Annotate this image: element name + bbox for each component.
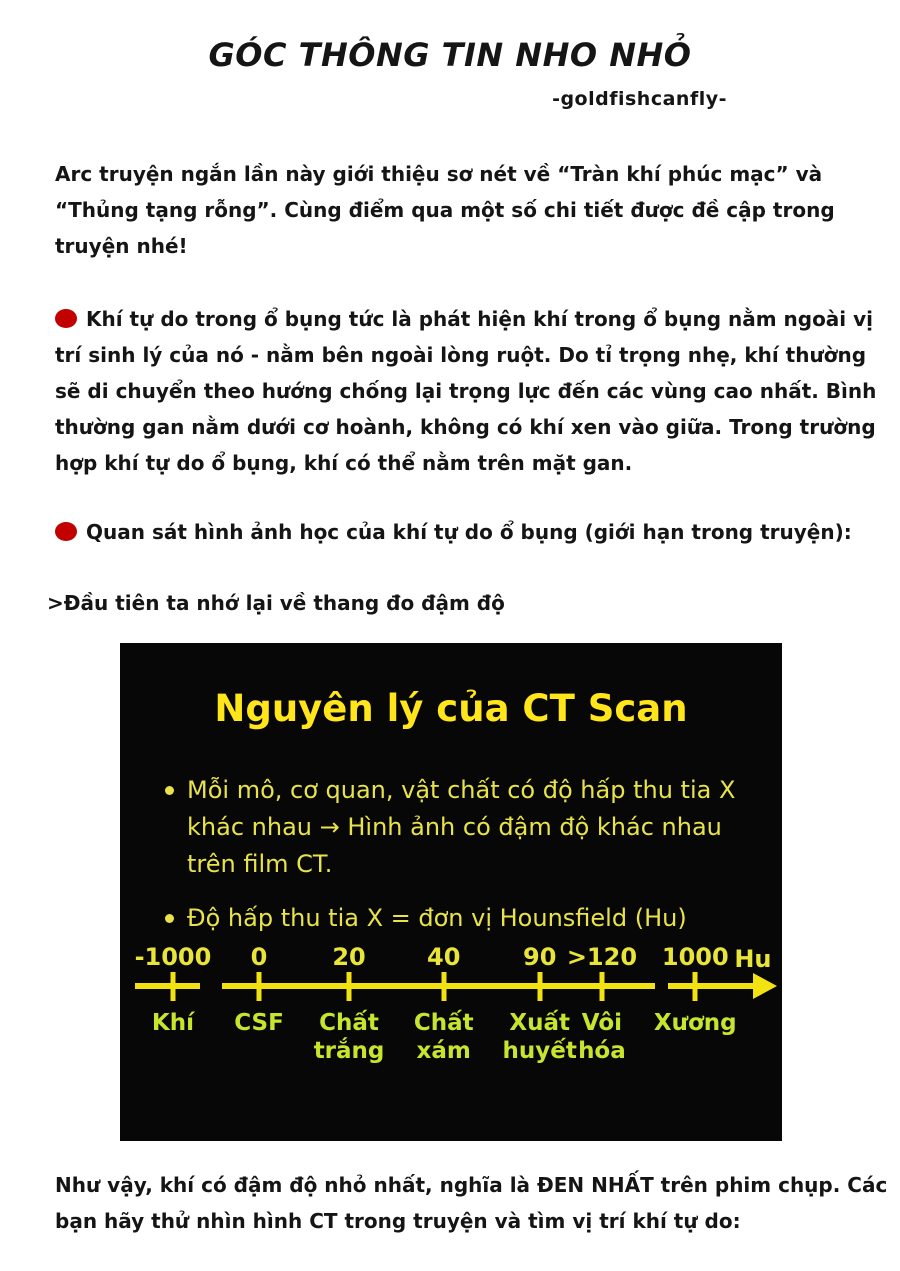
text-line-content: Quan sát hình ảnh học của khí tự do ổ bụng (giới hạn trong truyện):: [86, 520, 852, 544]
tick-label: Xương: [653, 1010, 737, 1036]
observe-paragraph: [55, 514, 852, 550]
slide-title: Nguyên lý của CT Scan: [214, 687, 688, 730]
text-line: thường gan nằm dưới cơ hoành, không có khí xen vào giữa. Trong trường: [55, 415, 876, 439]
text-line: truyện nhé!: [55, 234, 188, 258]
tick-mark-icon: [170, 972, 175, 1001]
tick-value: 0: [250, 943, 268, 971]
text-line: Arc truyện ngắn lần này giới thiệu sơ nét về “Tràn khí phúc mạc” và: [55, 162, 823, 186]
credit: -goldfishcanfly-: [552, 88, 727, 110]
tick-value: -1000: [134, 943, 212, 971]
text-line: “Thủng tạng rỗng”. Cùng điểm qua một số chi tiết được đề cập trong: [55, 198, 835, 222]
hu-scale: [120, 943, 782, 1083]
tick-value: 90: [523, 943, 557, 971]
tick-label: Chất trắng: [313, 1010, 385, 1064]
text-line: [55, 301, 876, 337]
ct-slide: [120, 643, 782, 1141]
red-bullet-icon: [55, 309, 77, 328]
tick-mark-icon: [693, 972, 698, 1001]
conclusion-paragraph: [55, 1167, 887, 1239]
text-line: hợp khí tự do ổ bụng, khí có thể nằm trên mặt gan.: [55, 451, 633, 475]
tick-label: Xuất huyết: [502, 1010, 577, 1064]
hu-unit-label: Hu: [734, 945, 772, 973]
text-line: bạn hãy thử nhìn hình CT trong truyện và tìm vị trí khí tự do:: [55, 1209, 741, 1233]
text-line: trí sinh lý của nó - nằm bên ngoài lòng ruột. Do tỉ trọng nhẹ, khí thường: [55, 343, 867, 367]
red-bullet-icon: [55, 522, 77, 541]
text-line-content: Khí tự do trong ổ bụng tức là phát hiện khí trong ổ bụng nằm ngoài vị: [86, 307, 874, 331]
text-line: >Đầu tiên ta nhớ lại về thang đo đậm độ: [47, 591, 505, 615]
slide-bullet-text: Độ hấp thu tia X = đơn vị Hounsfield (Hu): [187, 904, 687, 932]
note-line: [47, 585, 505, 621]
slide-bullet-text: Mỗi mô, cơ quan, vật chất có độ hấp thu tia X khác nhau → Hình ảnh có đậm độ khác nhau trên film CT.: [187, 776, 736, 878]
tick-label: Chất xám: [413, 1010, 474, 1064]
tick-mark-icon: [347, 972, 352, 1001]
page-title: GÓC THÔNG TIN NHO NHỎ: [208, 36, 692, 74]
tick-label: Khí: [151, 1010, 194, 1036]
tick-mark-icon: [257, 972, 262, 1001]
tick-value: 40: [427, 943, 461, 971]
bullet-dot-icon: [165, 914, 174, 923]
text-line: sẽ di chuyển theo hướng chống lại trọng lực đến các vùng cao nhất. Bình: [55, 379, 877, 403]
tick-value: 20: [332, 943, 366, 971]
intro-paragraph: [55, 156, 835, 264]
slide-bullet: [165, 900, 762, 937]
tick-label: Vôi hóa: [578, 1010, 626, 1064]
tick-mark-icon: [599, 972, 604, 1001]
text-line: Như vậy, khí có đậm độ nhỏ nhất, nghĩa là ĐEN NHẤT trên phim chụp. Các: [55, 1173, 888, 1197]
tick-value: >120: [566, 943, 638, 971]
bullet-dot-icon: [165, 786, 174, 795]
text-line: [55, 514, 852, 550]
slide-bullets: [165, 772, 782, 937]
slide-bullet: [165, 772, 762, 883]
tick-mark-icon: [537, 972, 542, 1001]
tick-label: CSF: [234, 1010, 284, 1036]
tick-mark-icon: [441, 972, 446, 1001]
tick-value: 1000: [661, 943, 729, 971]
hu-scale-ticks: [120, 943, 782, 1083]
free-air-paragraph: [55, 301, 876, 481]
